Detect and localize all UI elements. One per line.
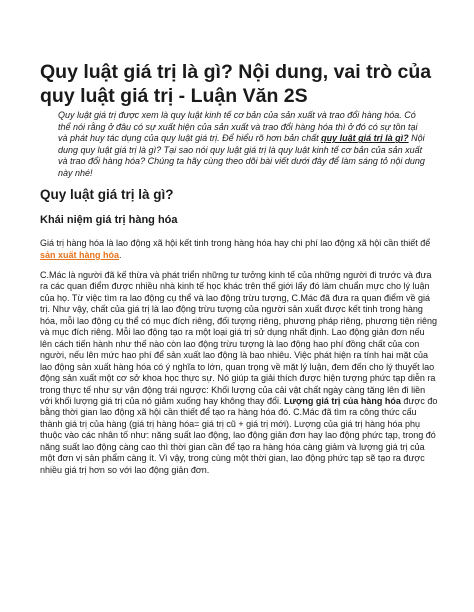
section-heading: Quy luật giá trị là gì? bbox=[40, 187, 174, 202]
intro-paragraph bbox=[58, 110, 428, 180]
body-paragraph bbox=[40, 270, 438, 476]
body-text-part1: C.Mác là người đã kế thừa và phát triển những tư tưởng kinh tế của những người đi trước và đưa ra các quan điểm được nhiều nhà kinh tế học khác trên thế giới lấy đó làm chuẩn mực cho lý luận của họ. Từ việc tìm ra lao động cụ thể và lao động trừu tượng, C.Mác đã đưa ra quan điểm về giá trị. Như vậy, chất của giá trị là lao động trừu tượng của người sản xuất được kết tinh trong hàng hóa, mỗi lao động cụ thể có mục đích riêng, đối tượng riêng, phương pháp riêng, phương tiện riêng và mục đích riêng. Mỗi lao động tạo ra một loại giá trị sử dụng nhất định. Lao động giản đơn nếu lên cách tiến hành như thế nào còn lao động trừu tượng là lao động hao phí đồng chất của con người, nếu lên mức hao phí để sản xuất lao động là bao nhiêu. Việc phát hiện ra tính hai mặt của lao động sản xuất hàng hóa có ý nghĩa to lớn, quan trọng về mặt lý luận, đem đến cho lý thuyết lao động sản xuất một cơ sở khoa học thực sự. Nó giúp ta giải thích được hiện tượng phức tạp diễn ra trong thực tế như sự vận động trái ngược: Khối lượng của cải vật chất ngày càng tăng lên đi liền với khối lượng giá trị của nó giảm xuống hay không thay đổi. bbox=[40, 270, 438, 406]
intro-link[interactable]: quy luật giá trị là gì? bbox=[321, 133, 409, 144]
definition-paragraph bbox=[40, 238, 438, 261]
subsection-heading: Khái niệm giá trị hàng hóa bbox=[40, 214, 178, 226]
intro-text-before-link: Quy luật giá trị được xem là quy luật kinh tế cơ bản của sản xuất và trao đổi hàng hóa. Có thể nói rằng ở đâu có sự xuất hiện của sản xuất và trao đổi hàng hóa thì ở đó có sự tồn tại và phát huy tác dụng của quy luật giá trị. Để hiểu rõ hơn bản chất bbox=[58, 110, 418, 144]
body-text-part2: được đo bằng thời gian lao động xã hội cần thiết để tạo ra hàng hóa đó. C.Mác đã tìm ra công thức cấu thành giá trị của hàng (giá trị hàng hóa= giá trị cũ + giá trị mới). Lượng của giá trị hàng hóa phụ thuộc vào các nhân tố như: năng suất lao động, lao động giản đơn hay lao động phức tạp, trong đó năng suất lao động càng cao thì thời gian cần để tạo ra hàng hóa càng giảm và lượng giá trị của một đơn vị sản phẩm càng ít. Vì vậy, trong cùng một thời gian, lao động phức tạp sẽ tạo ra được nhiều giá trị hơn so với lao động giản đơn. bbox=[40, 395, 438, 475]
definition-text: Giá trị hàng hóa là lao động xã hội kết tinh trong hàng hóa hay chi phí lao động xã hội cần thiết để bbox=[40, 238, 431, 248]
page-title: Quy luật giá trị là gì? Nội dung, vai trò của quy luật giá trị - Luận Văn 2S bbox=[40, 61, 432, 107]
intro-text-after-link: Nội dung quy luật giá trị là gì? Tại sao nói quy luật giá trị là quy luật kinh tế cơ bản của sản xuất và trao đổi hàng hóa? Chúng ta hãy cùng theo dõi bài viết dưới đây để làm sáng tỏ nội dung này nhé! bbox=[58, 133, 425, 178]
definition-end: . bbox=[119, 249, 122, 260]
body-bold-term: Lượng giá trị của hàng hóa bbox=[283, 395, 401, 406]
san-xuat-hang-hoa-link[interactable]: sản xuất hàng hóa bbox=[40, 249, 120, 260]
